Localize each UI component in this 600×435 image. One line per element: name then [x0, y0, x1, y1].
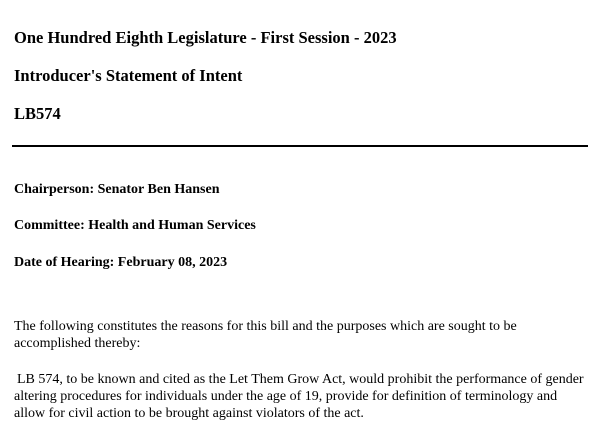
chairperson-line: Chairperson: Senator Ben Hansen [14, 182, 220, 197]
intro-paragraph: The following constitutes the reasons for this bill and the purposes which are sought to be accomplished thereby: [14, 319, 517, 351]
statement-title: Introducer's Statement of Intent [14, 66, 243, 85]
hearing-date-line: Date of Hearing: February 08, 2023 [14, 255, 228, 270]
bill-description-paragraph: LB 574, to be known and cited as the Let Them Grow Act, would prohibit the performance of gender altering procedures for individuals under the age of 19, provide for definition of terminology and allow for civil action to be brought against violators of the act. [14, 372, 584, 421]
horizontal-divider [12, 145, 588, 147]
bill-number: LB574 [14, 104, 61, 123]
legislature-heading: One Hundred Eighth Legislature - First Session - 2023 [14, 28, 397, 47]
committee-line: Committee: Health and Human Services [14, 218, 256, 233]
